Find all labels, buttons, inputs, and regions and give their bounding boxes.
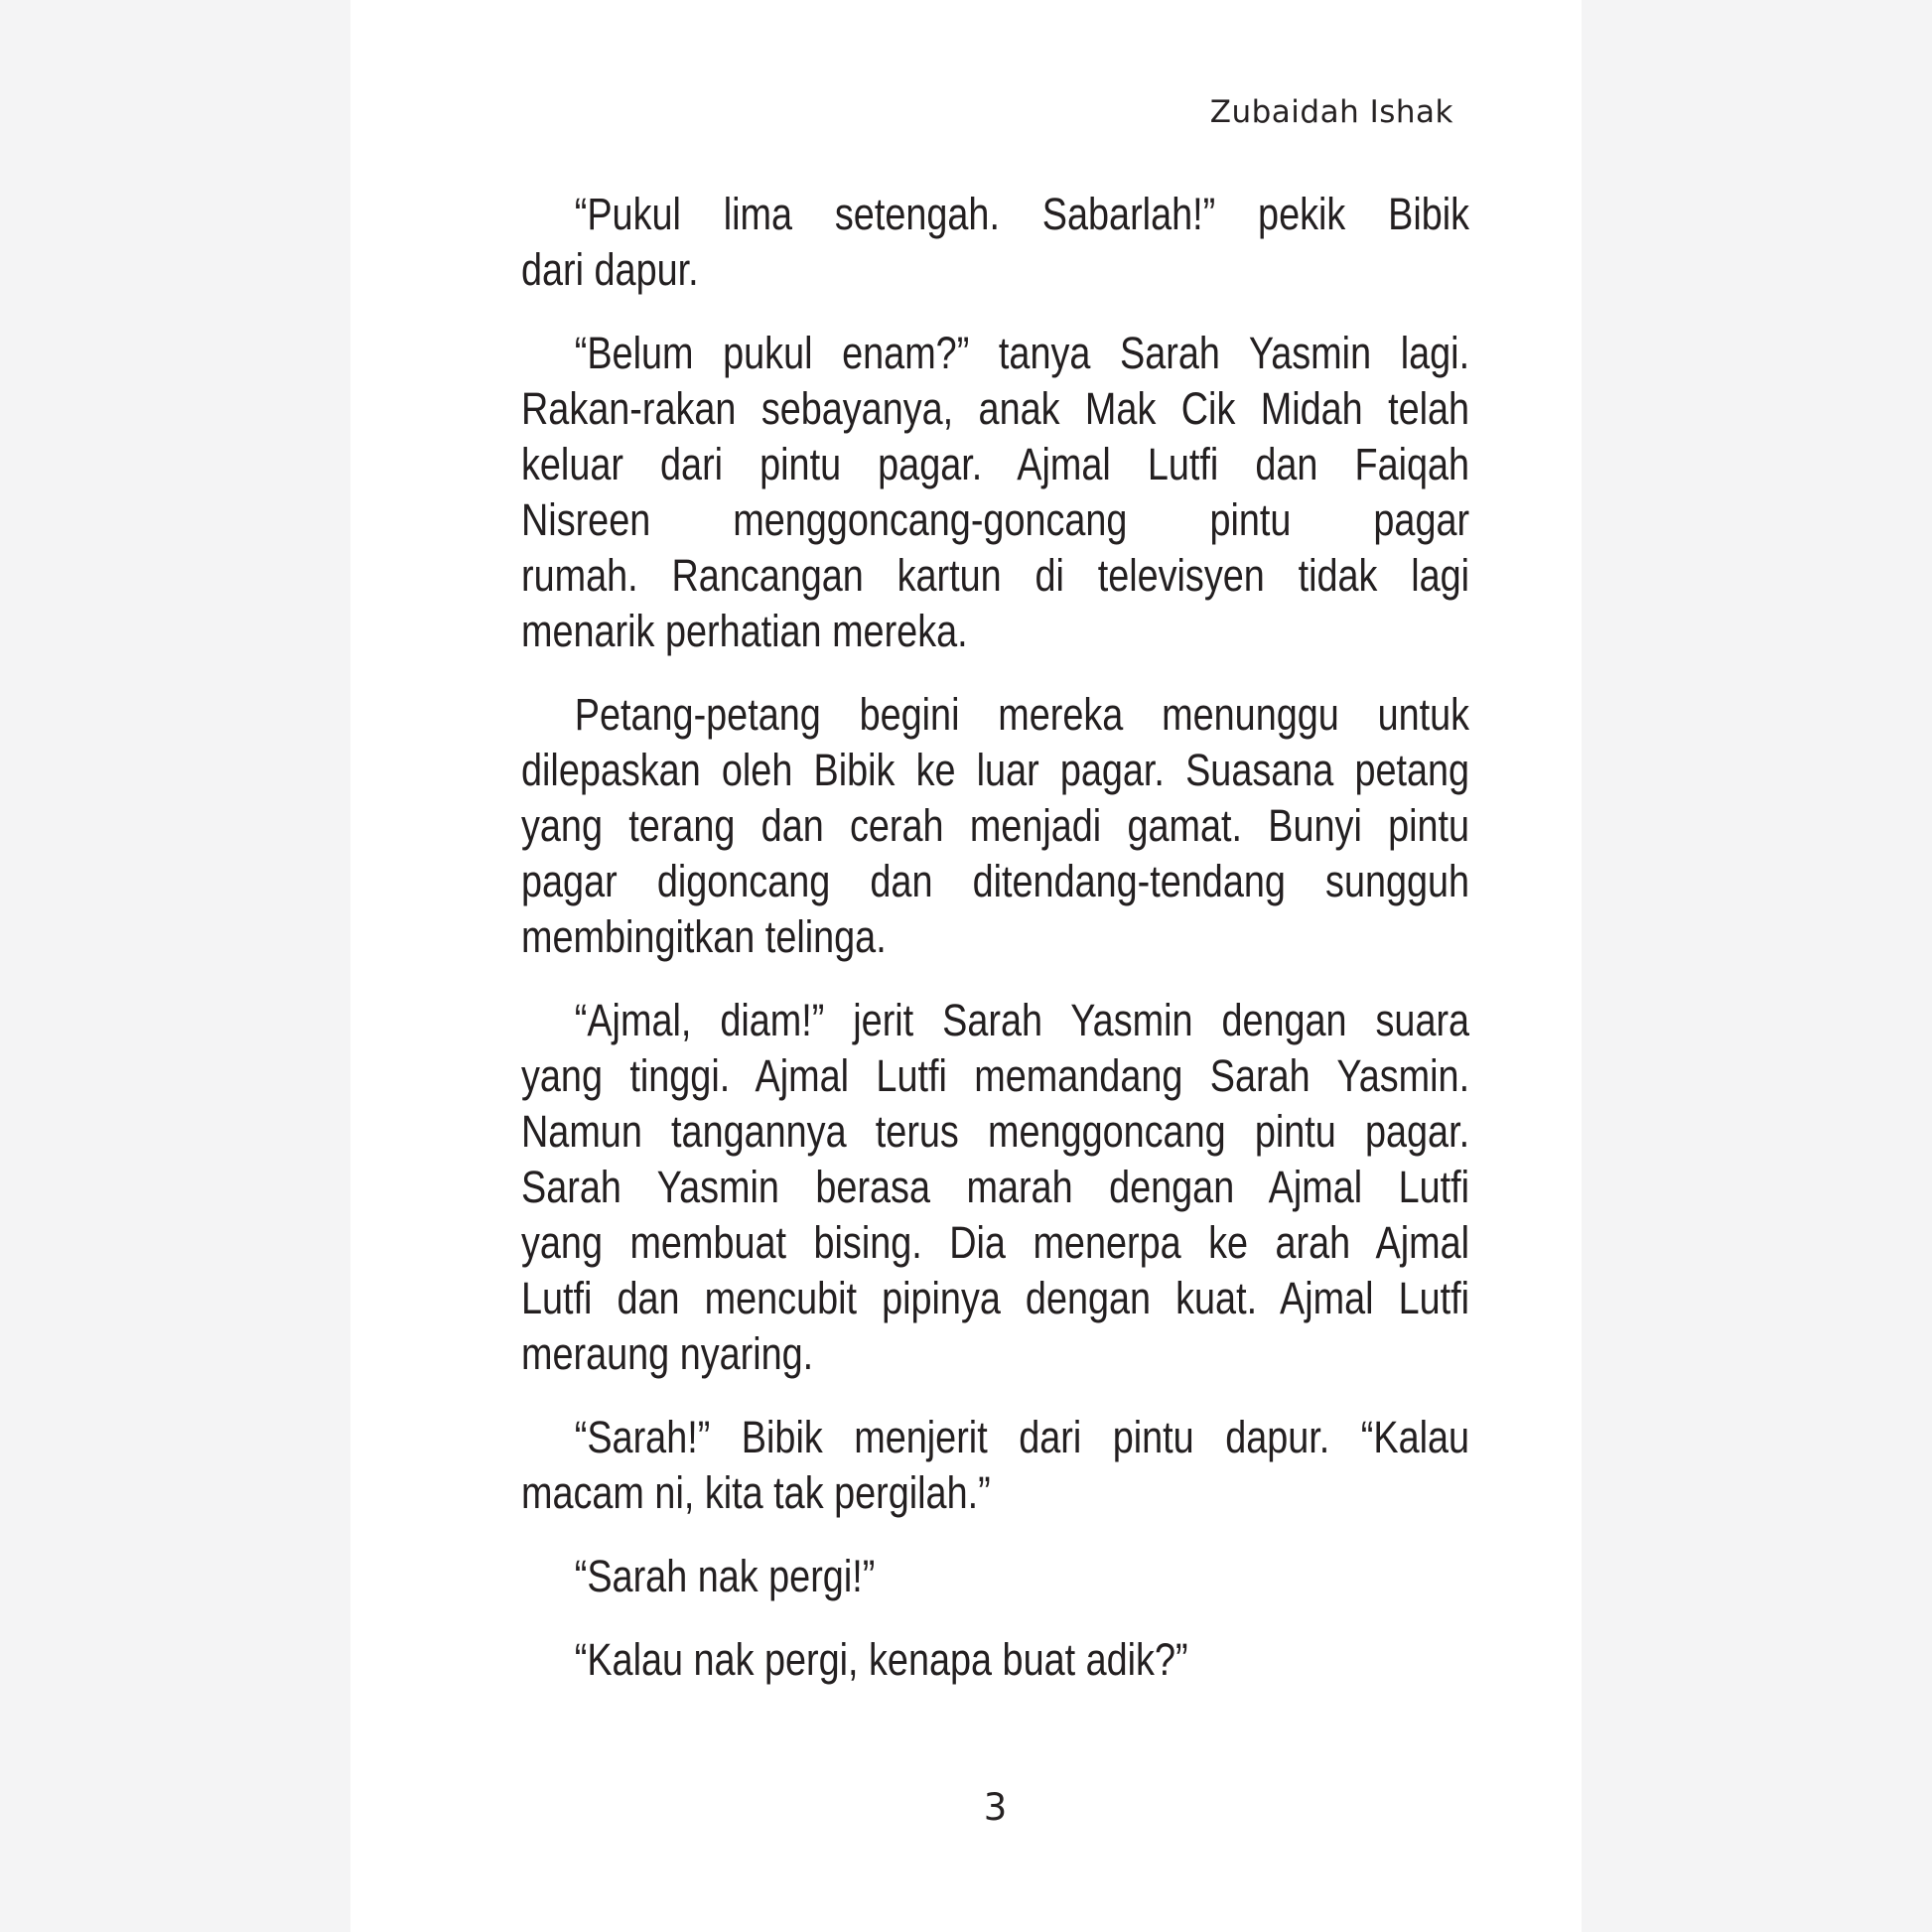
text-line: Petang-petang begini mereka menunggu untuk	[574, 689, 1470, 740]
paragraph	[521, 326, 1469, 659]
text-line: keluar dari pintu pagar. Ajmal Lutfi dan Faiqah	[521, 439, 1470, 489]
running-header-author: Zubaidah Ishak	[1209, 94, 1453, 130]
text-line: yang tinggi. Ajmal Lutfi memandang Sarah Yasmin.	[521, 1050, 1470, 1101]
text-line: “Pukul lima setengah. Sabarlah!” pekik Bibik	[574, 189, 1470, 239]
text-line: pagar digoncang dan ditendang-tendang sungguh	[521, 856, 1470, 906]
text-line: yang membuat bising. Dia menerpa ke arah Ajmal	[521, 1217, 1470, 1268]
text-line: meraung nyaring.	[521, 1328, 814, 1379]
paragraph	[521, 1549, 1469, 1604]
text-line: Rakan-rakan sebayanya, anak Mak Cik Midah telah	[521, 383, 1470, 434]
text-line: Sarah Yasmin berasa marah dengan Ajmal Lutfi	[521, 1162, 1470, 1212]
text-line: “Sarah nak pergi!”	[574, 1551, 876, 1601]
text-line: “Belum pukul enam?” tanya Sarah Yasmin lagi.	[574, 328, 1470, 378]
page-number: 3	[983, 1786, 1008, 1829]
text-line: dari dapur.	[521, 244, 699, 295]
paragraph	[521, 1410, 1469, 1521]
text-line: menarik perhatian mereka.	[521, 606, 968, 656]
text-line: Namun tangannya terus menggoncang pintu pagar.	[521, 1106, 1470, 1157]
body-text	[521, 187, 1469, 1716]
text-line: rumah. Rancangan kartun di televisyen tidak lagi	[521, 550, 1470, 601]
text-line: macam ni, kita tak pergilah.”	[521, 1467, 991, 1518]
paragraph	[521, 687, 1469, 965]
paragraph	[521, 187, 1469, 298]
book-page	[350, 0, 1582, 1932]
text-line: membingitkan telinga.	[521, 911, 887, 962]
text-line: dilepaskan oleh Bibik ke luar pagar. Suasana petang	[521, 745, 1470, 795]
text-line: “Kalau nak pergi, kenapa buat adik?”	[574, 1634, 1188, 1685]
text-line: “Ajmal, diam!” jerit Sarah Yasmin dengan suara	[574, 995, 1470, 1045]
paragraph	[521, 1632, 1469, 1688]
text-line: Lutfi dan mencubit pipinya dengan kuat. Ajmal Lutfi	[521, 1273, 1470, 1323]
text-line: “Sarah!” Bibik menjerit dari pintu dapur. “Kalau	[574, 1412, 1470, 1462]
text-line: Nisreen menggoncang-goncang pintu pagar	[521, 494, 1470, 545]
text-line: yang terang dan cerah menjadi gamat. Bunyi pintu	[521, 800, 1470, 851]
paragraph	[521, 993, 1469, 1382]
